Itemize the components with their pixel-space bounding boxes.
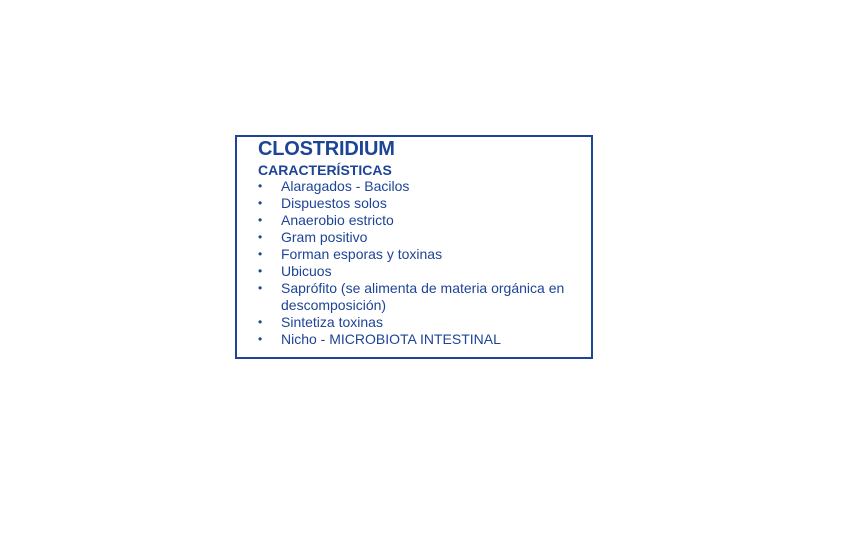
characteristics-list [258,178,588,348]
bullet-icon: • [258,332,263,346]
card-title: CLOSTRIDIUM [258,138,395,160]
bullet-icon: • [258,196,263,210]
list-item [258,331,588,348]
bullet-icon: • [258,179,263,193]
bullet-icon: • [258,281,263,295]
list-item [258,280,588,314]
bullet-icon: • [258,315,263,329]
list-item [258,314,588,331]
list-item-text: Nicho - MICROBIOTA INTESTINAL [281,331,501,347]
list-item [258,212,588,229]
list-item-text: Ubicuos [281,263,332,279]
list-item-text: Dispuestos solos [281,195,387,211]
list-item [258,246,588,263]
bullet-icon: • [258,213,263,227]
list-item-text: Gram positivo [281,229,368,245]
list-item [258,229,588,246]
list-item-text: Sintetiza toxinas [281,314,383,330]
list-item [258,263,588,280]
card-subtitle: CARACTERÍSTICAS [258,162,392,178]
bullet-icon: • [258,230,263,244]
list-item-text: Anaerobio estricto [281,212,394,228]
bullet-icon: • [258,247,263,261]
list-item-text: Alaragados - Bacilos [281,178,410,194]
list-item [258,195,588,212]
info-card [235,135,593,359]
list-item-text: Forman esporas y toxinas [281,246,443,262]
list-item [258,178,588,195]
bullet-icon: • [258,264,263,278]
list-item-text: Saprófito (se alimenta de materia orgánica en descomposición) [281,280,565,313]
